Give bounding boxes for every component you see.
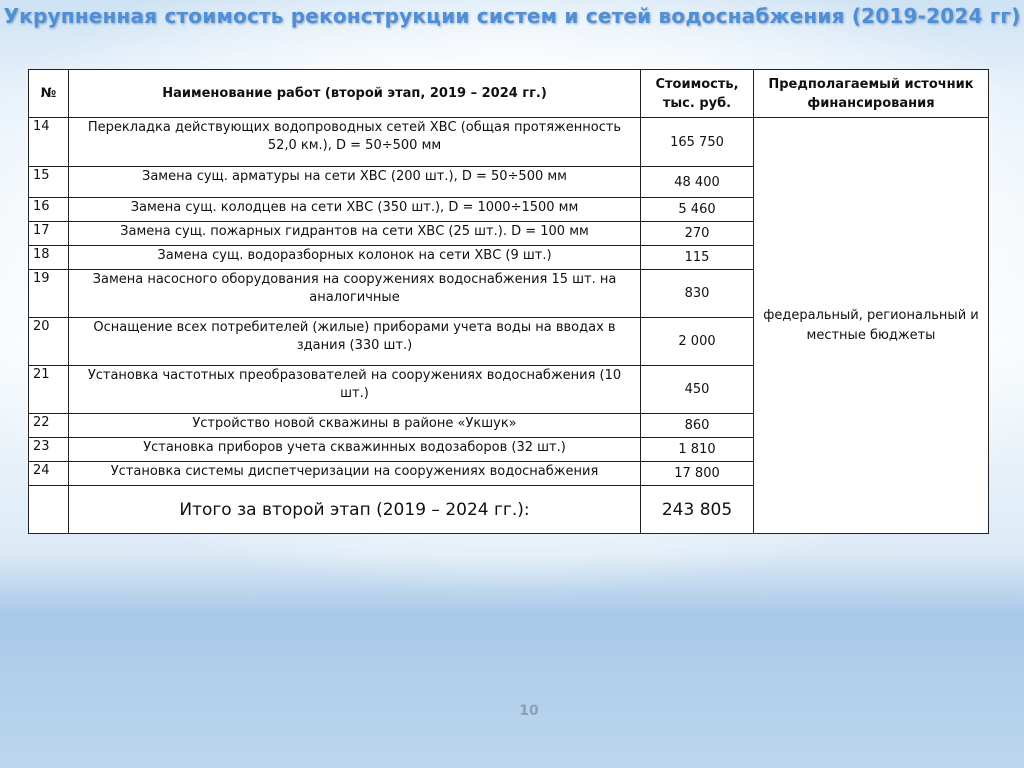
header-num: № — [29, 70, 69, 118]
row-num: 24 — [29, 462, 69, 486]
row-cost: 830 — [641, 270, 754, 318]
row-num: 21 — [29, 366, 69, 414]
row-name: Устройство новой скважины в районе «Укшук» — [69, 414, 641, 438]
row-name: Установка системы диспетчеризации на сооружениях водоснабжения — [69, 462, 641, 486]
row-name: Установка частотных преобразователей на сооружениях водоснабжения (10 шт.) — [69, 366, 641, 414]
row-name: Установка приборов учета скважинных водозаборов (32 шт.) — [69, 438, 641, 462]
row-cost: 2 000 — [641, 318, 754, 366]
row-num: 16 — [29, 198, 69, 222]
page-number: 10 — [519, 703, 539, 719]
row-num: 20 — [29, 318, 69, 366]
total-num-cell — [29, 486, 69, 534]
row-cost: 17 800 — [641, 462, 754, 486]
row-name: Замена сущ. пожарных гидрантов на сети ХВС (25 шт.). D = 100 мм — [69, 222, 641, 246]
row-cost: 5 460 — [641, 198, 754, 222]
table-header-row — [29, 70, 989, 118]
slide-title: Укрупненная стоимость реконструкции систем и сетей водоснабжения (2019-2024 гг) — [3, 4, 1021, 28]
row-num: 15 — [29, 167, 69, 198]
header-source: Предполагаемый источник финансирования — [754, 70, 989, 118]
funding-source: федеральный, региональный и местные бюджеты — [754, 118, 989, 534]
row-cost: 1 810 — [641, 438, 754, 462]
row-cost: 270 — [641, 222, 754, 246]
row-name: Замена насосного оборудования на сооружениях водоснабжения 15 шт. на аналогичные — [69, 270, 641, 318]
total-label: Итого за второй этап (2019 – 2024 гг.): — [69, 486, 641, 534]
row-name: Оснащение всех потребителей (жилые) приборами учета воды на вводах в здания (330 шт.) — [69, 318, 641, 366]
row-num: 17 — [29, 222, 69, 246]
row-num: 18 — [29, 246, 69, 270]
header-cost: Стоимость, тыс. руб. — [641, 70, 754, 118]
row-num: 14 — [29, 118, 69, 167]
header-name: Наименование работ (второй этап, 2019 – 2024 гг.) — [69, 70, 641, 118]
row-name: Перекладка действующих водопроводных сетей ХВС (общая протяженность 52,0 км.), D = 50÷500 мм — [69, 118, 641, 167]
row-name: Замена сущ. арматуры на сети ХВС (200 шт.), D = 50÷500 мм — [69, 167, 641, 198]
row-num: 23 — [29, 438, 69, 462]
row-cost: 450 — [641, 366, 754, 414]
row-num: 19 — [29, 270, 69, 318]
row-name: Замена сущ. водоразборных колонок на сети ХВС (9 шт.) — [69, 246, 641, 270]
row-cost: 115 — [641, 246, 754, 270]
row-cost: 48 400 — [641, 167, 754, 198]
table-row — [29, 118, 989, 167]
total-value: 243 805 — [641, 486, 754, 534]
row-name: Замена сущ. колодцев на сети ХВС (350 шт.), D = 1000÷1500 мм — [69, 198, 641, 222]
row-cost: 860 — [641, 414, 754, 438]
row-cost: 165 750 — [641, 118, 754, 167]
cost-table — [28, 69, 989, 534]
row-num: 22 — [29, 414, 69, 438]
